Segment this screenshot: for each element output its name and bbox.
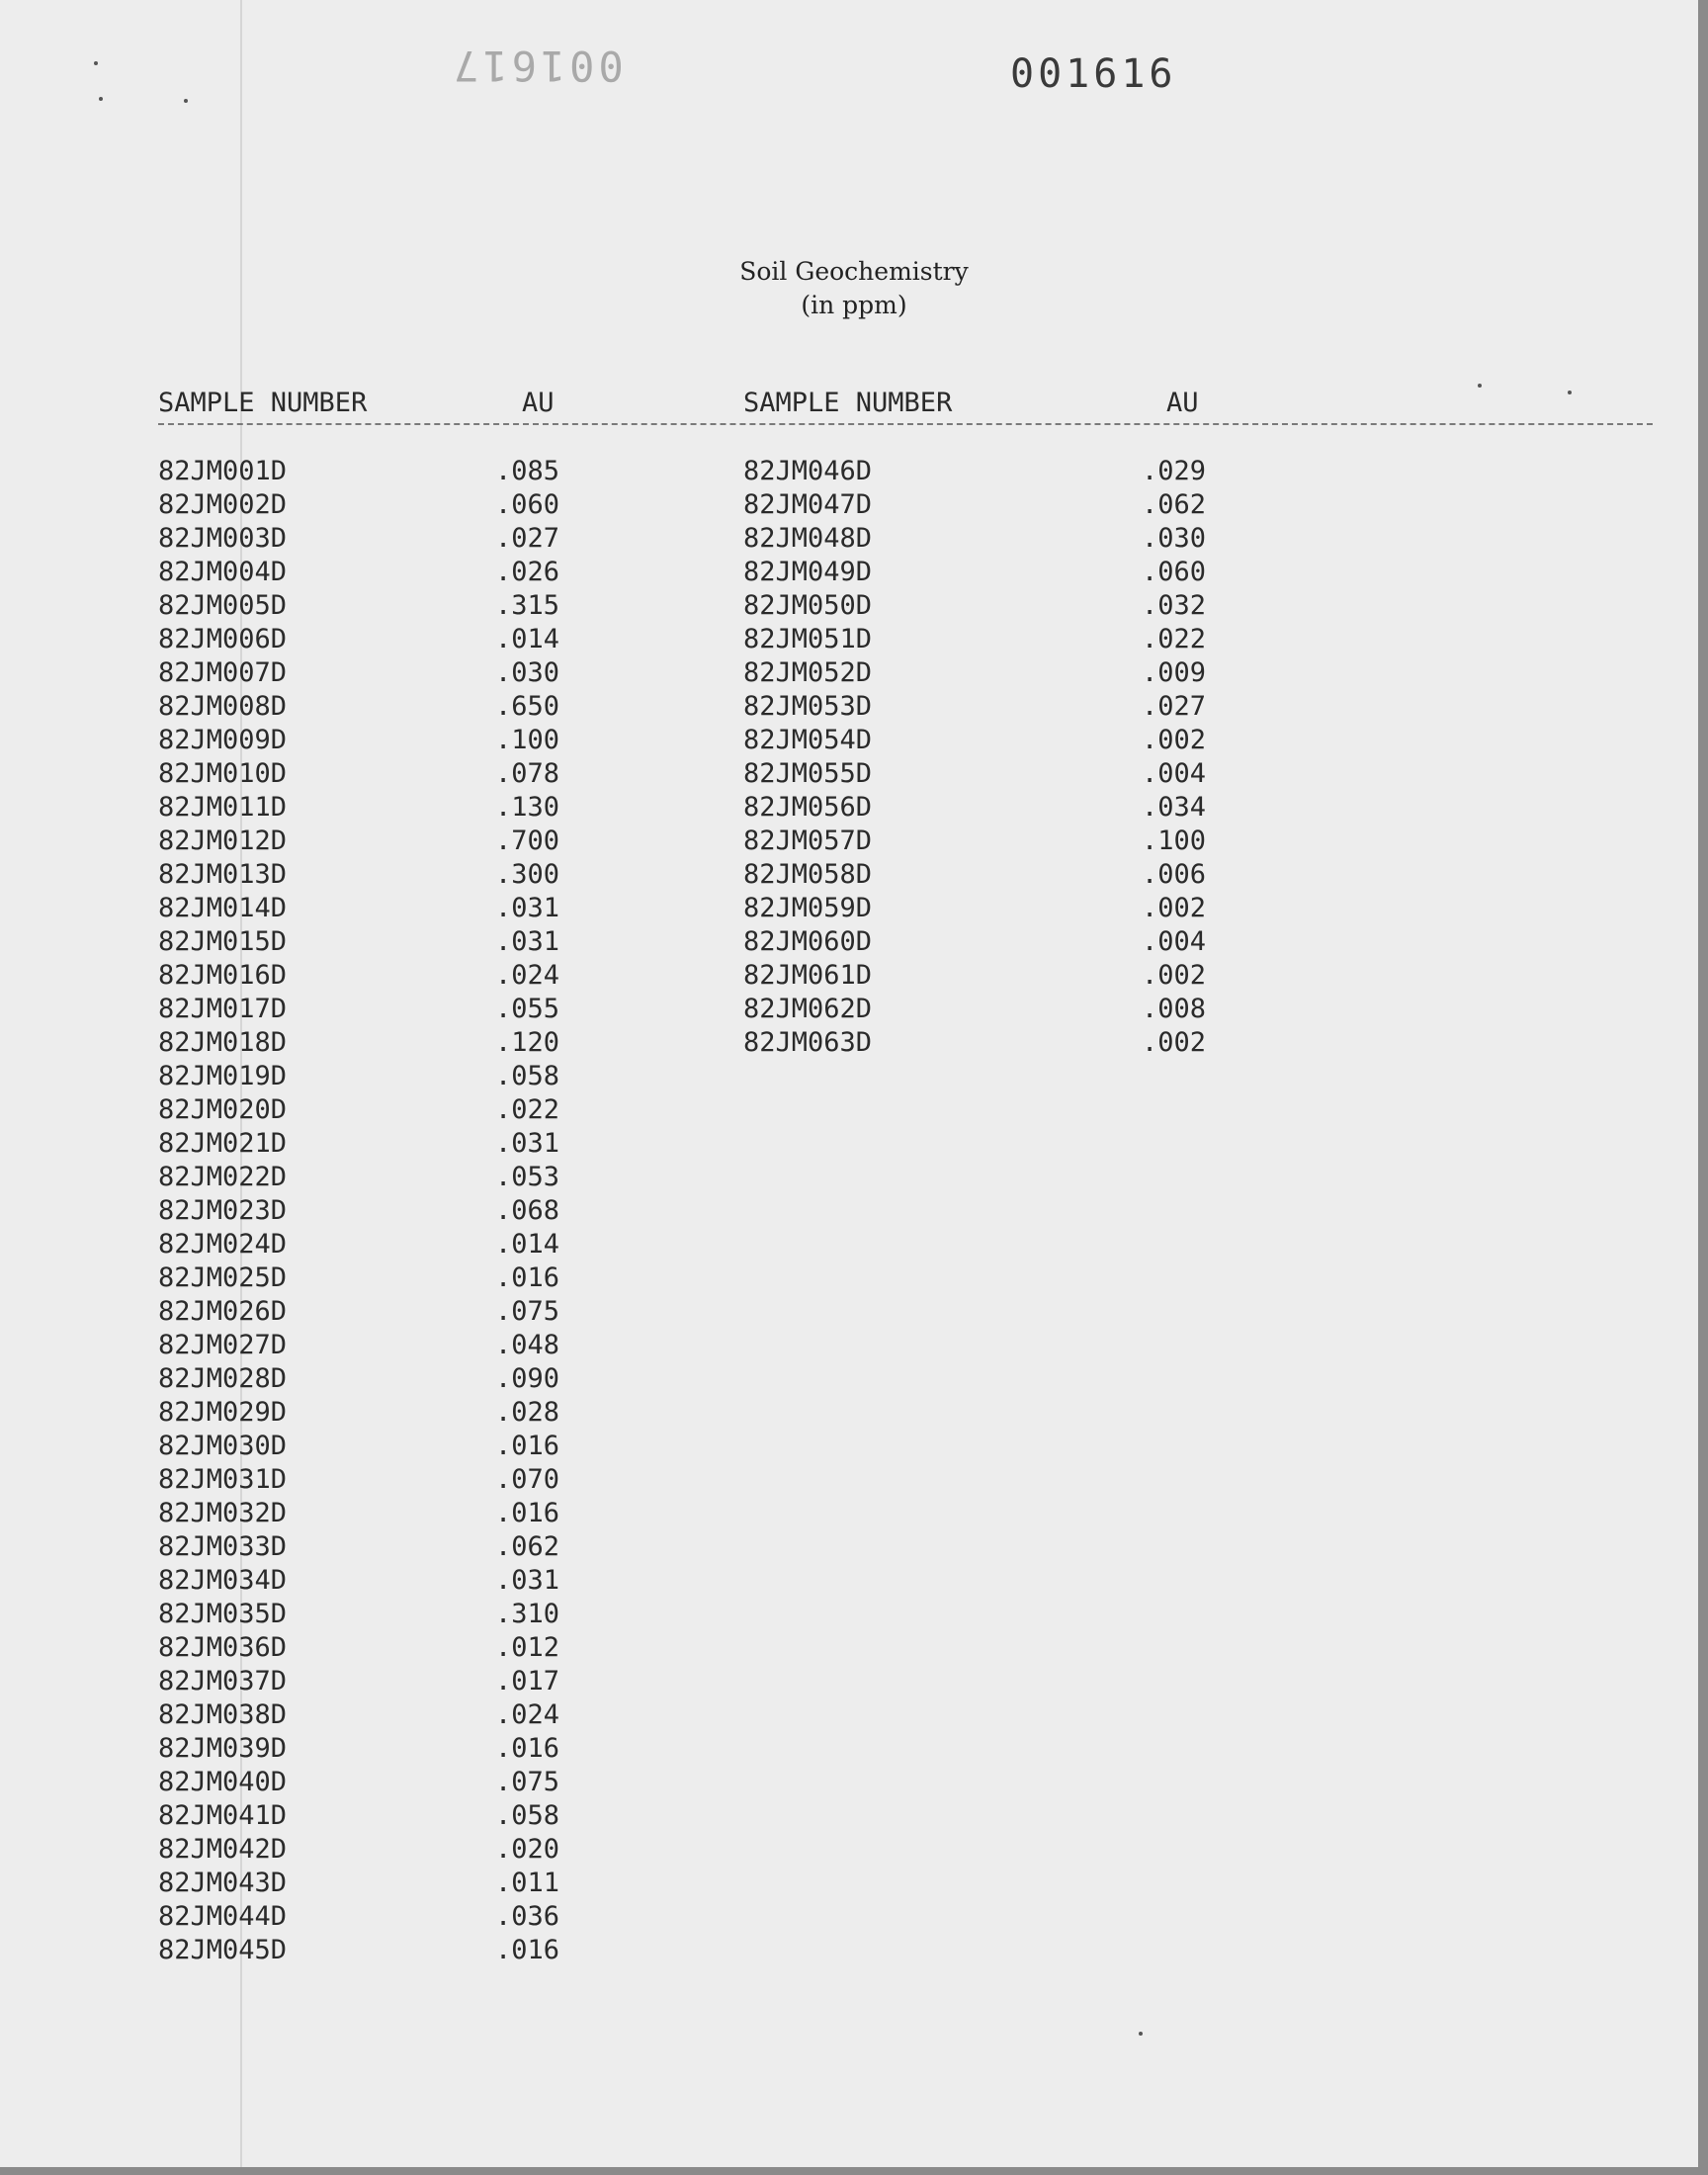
sample-number-cell: 82JM021D <box>158 1128 288 1159</box>
au-value-cell: .120 <box>494 1027 559 1058</box>
table-row <box>158 1799 573 1833</box>
table-row <box>743 623 1208 656</box>
table-row <box>158 623 573 656</box>
table-row <box>158 1127 573 1161</box>
scan-speck <box>94 61 98 65</box>
au-value-cell: .002 <box>1141 725 1206 755</box>
scan-speck <box>1568 391 1572 394</box>
table-row <box>743 556 1208 589</box>
table-row <box>158 656 573 690</box>
table-row <box>158 791 573 825</box>
sample-number-cell: 82JM053D <box>743 691 873 722</box>
sample-number-cell: 82JM005D <box>158 590 288 621</box>
table-row <box>158 488 573 522</box>
table-row <box>158 1631 573 1665</box>
sample-number-cell: 82JM033D <box>158 1531 288 1562</box>
sample-number-cell: 82JM022D <box>158 1162 288 1192</box>
au-value-cell: .017 <box>494 1666 559 1696</box>
au-value-cell: .315 <box>494 590 559 621</box>
au-value-cell: .022 <box>494 1094 559 1125</box>
au-value-cell: .016 <box>494 1498 559 1528</box>
sample-number-cell: 82JM048D <box>743 523 873 554</box>
left-table <box>158 455 573 1967</box>
au-value-cell: .031 <box>494 1128 559 1159</box>
au-value-cell: .031 <box>494 1565 559 1596</box>
table-row <box>158 1900 573 1934</box>
table-row <box>158 925 573 959</box>
au-value-cell: .068 <box>494 1195 559 1226</box>
sample-number-cell: 82JM008D <box>158 691 288 722</box>
table-row <box>158 690 573 724</box>
sample-number-cell: 82JM057D <box>743 826 873 856</box>
sample-number-cell: 82JM012D <box>158 826 288 856</box>
sample-number-cell: 82JM056D <box>743 792 873 823</box>
sample-number-cell: 82JM049D <box>743 557 873 587</box>
table-row <box>158 1497 573 1530</box>
au-value-cell: .090 <box>494 1363 559 1394</box>
au-value-cell: .031 <box>494 926 559 957</box>
page-subtitle: (in ppm) <box>801 291 907 319</box>
au-value-cell: .016 <box>494 1733 559 1764</box>
sample-number-cell: 82JM047D <box>743 489 873 520</box>
sample-number-cell: 82JM011D <box>158 792 288 823</box>
sample-number-cell: 82JM019D <box>158 1061 288 1091</box>
table-row <box>158 858 573 892</box>
au-value-cell: .028 <box>494 1397 559 1428</box>
table-row <box>158 1362 573 1396</box>
sample-number-cell: 82JM025D <box>158 1262 288 1293</box>
au-value-cell: .058 <box>494 1800 559 1831</box>
table-row <box>158 1329 573 1362</box>
sample-number-cell: 82JM001D <box>158 456 288 486</box>
table-row <box>743 959 1208 993</box>
au-value-cell: .024 <box>494 1699 559 1730</box>
sample-number-cell: 82JM013D <box>158 859 288 890</box>
au-value-cell: .004 <box>1141 758 1206 789</box>
au-value-cell: .026 <box>494 557 559 587</box>
table-row <box>158 1766 573 1799</box>
table-row <box>158 1665 573 1698</box>
sample-number-cell: 82JM042D <box>158 1834 288 1865</box>
table-row <box>743 589 1208 623</box>
table-row <box>158 1026 573 1060</box>
table-row <box>743 791 1208 825</box>
sample-number-cell: 82JM037D <box>158 1666 288 1696</box>
au-value-cell: .022 <box>1141 624 1206 654</box>
au-value-cell: .012 <box>494 1632 559 1663</box>
au-value-cell: .027 <box>494 523 559 554</box>
sample-number-cell: 82JM043D <box>158 1868 288 1898</box>
sample-number-cell: 82JM010D <box>158 758 288 789</box>
au-value-cell: .075 <box>494 1296 559 1327</box>
au-value-cell: .009 <box>1141 657 1206 688</box>
sample-number-cell: 82JM062D <box>743 994 873 1024</box>
au-value-cell: .085 <box>494 456 559 486</box>
sample-number-cell: 82JM044D <box>158 1901 288 1932</box>
au-value-cell: .055 <box>494 994 559 1024</box>
au-value-cell: .034 <box>1141 792 1206 823</box>
au-value-cell: .100 <box>1141 826 1206 856</box>
table-row <box>158 1698 573 1732</box>
sample-number-cell: 82JM004D <box>158 557 288 587</box>
sample-number-cell: 82JM060D <box>743 926 873 957</box>
left-sample-number-header: SAMPLE NUMBER <box>158 388 368 418</box>
sample-number-cell: 82JM030D <box>158 1431 288 1461</box>
au-value-cell: .700 <box>494 826 559 856</box>
sample-number-cell: 82JM007D <box>158 657 288 688</box>
au-value-cell: .011 <box>494 1868 559 1898</box>
sample-number-cell: 82JM024D <box>158 1229 288 1260</box>
au-value-cell: .058 <box>494 1061 559 1091</box>
au-value-cell: .030 <box>1141 523 1206 554</box>
table-row <box>158 1194 573 1228</box>
au-value-cell: .053 <box>494 1162 559 1192</box>
au-value-cell: .004 <box>1141 926 1206 957</box>
page-title: Soil Geochemistry <box>739 257 969 286</box>
au-value-cell: .062 <box>1141 489 1206 520</box>
au-value-cell: .300 <box>494 859 559 890</box>
table-row <box>158 1295 573 1329</box>
table-row <box>158 892 573 925</box>
table-row <box>743 724 1208 757</box>
au-value-cell: .031 <box>494 893 559 923</box>
au-value-cell: .024 <box>494 960 559 991</box>
au-value-cell: .075 <box>494 1767 559 1797</box>
sample-number-cell: 82JM026D <box>158 1296 288 1327</box>
sample-number-cell: 82JM023D <box>158 1195 288 1226</box>
table-row <box>743 522 1208 556</box>
table-row <box>158 1833 573 1867</box>
sample-number-cell: 82JM002D <box>158 489 288 520</box>
scan-speck <box>99 97 103 101</box>
right-au-header: AU <box>1166 388 1199 418</box>
au-value-cell: .036 <box>494 1901 559 1932</box>
au-value-cell: .060 <box>494 489 559 520</box>
table-row <box>158 1262 573 1295</box>
document-number-stamp-faded: 001617 <box>450 42 624 90</box>
sample-number-cell: 82JM028D <box>158 1363 288 1394</box>
table-row <box>158 556 573 589</box>
sample-number-cell: 82JM036D <box>158 1632 288 1663</box>
sample-number-cell: 82JM054D <box>743 725 873 755</box>
sample-number-cell: 82JM031D <box>158 1464 288 1495</box>
table-row <box>158 589 573 623</box>
sample-number-cell: 82JM052D <box>743 657 873 688</box>
sample-number-cell: 82JM016D <box>158 960 288 991</box>
sample-number-cell: 82JM020D <box>158 1094 288 1125</box>
table-row <box>743 825 1208 858</box>
sample-number-cell: 82JM035D <box>158 1599 288 1629</box>
sample-number-cell: 82JM059D <box>743 893 873 923</box>
au-value-cell: .014 <box>494 1229 559 1260</box>
sample-number-cell: 82JM014D <box>158 893 288 923</box>
table-row <box>743 993 1208 1026</box>
au-value-cell: .130 <box>494 792 559 823</box>
table-row <box>158 1934 573 1967</box>
sample-number-cell: 82JM055D <box>743 758 873 789</box>
au-value-cell: .020 <box>494 1834 559 1865</box>
table-row <box>158 1093 573 1127</box>
sample-number-cell: 82JM029D <box>158 1397 288 1428</box>
au-value-cell: .078 <box>494 758 559 789</box>
table-row <box>743 925 1208 959</box>
sample-number-cell: 82JM063D <box>743 1027 873 1058</box>
scan-speck <box>1478 384 1482 388</box>
table-row <box>743 690 1208 724</box>
table-row <box>158 1564 573 1598</box>
header-divider <box>158 423 1653 425</box>
sample-number-cell: 82JM038D <box>158 1699 288 1730</box>
sample-number-cell: 82JM046D <box>743 456 873 486</box>
sample-number-cell: 82JM050D <box>743 590 873 621</box>
au-value-cell: .016 <box>494 1935 559 1965</box>
au-value-cell: .070 <box>494 1464 559 1495</box>
table-row <box>158 1396 573 1430</box>
table-row <box>158 522 573 556</box>
table-row <box>158 1060 573 1093</box>
table-row <box>158 1430 573 1463</box>
au-value-cell: .029 <box>1141 456 1206 486</box>
au-value-cell: .006 <box>1141 859 1206 890</box>
table-row <box>158 959 573 993</box>
sample-number-cell: 82JM003D <box>158 523 288 554</box>
scan-speck <box>184 99 188 103</box>
au-value-cell: .014 <box>494 624 559 654</box>
sample-number-cell: 82JM006D <box>158 624 288 654</box>
table-row <box>158 1530 573 1564</box>
au-value-cell: .100 <box>494 725 559 755</box>
sample-number-cell: 82JM015D <box>158 926 288 957</box>
sample-number-cell: 82JM051D <box>743 624 873 654</box>
sample-number-cell: 82JM027D <box>158 1330 288 1360</box>
sample-number-cell: 82JM009D <box>158 725 288 755</box>
document-number-stamp: 001616 <box>1010 51 1177 97</box>
table-row <box>158 1161 573 1194</box>
table-row <box>743 757 1208 791</box>
sample-number-cell: 82JM032D <box>158 1498 288 1528</box>
au-value-cell: .060 <box>1141 557 1206 587</box>
table-row <box>743 892 1208 925</box>
au-value-cell: .002 <box>1141 960 1206 991</box>
au-value-cell: .027 <box>1141 691 1206 722</box>
table-row <box>158 1228 573 1262</box>
sample-number-cell: 82JM045D <box>158 1935 288 1965</box>
au-value-cell: .016 <box>494 1262 559 1293</box>
table-row <box>158 757 573 791</box>
table-row <box>158 825 573 858</box>
table-row <box>158 455 573 488</box>
au-value-cell: .032 <box>1141 590 1206 621</box>
sample-number-cell: 82JM041D <box>158 1800 288 1831</box>
right-table <box>743 455 1208 1060</box>
table-row <box>743 656 1208 690</box>
au-value-cell: .002 <box>1141 893 1206 923</box>
sample-number-cell: 82JM018D <box>158 1027 288 1058</box>
table-row <box>158 1598 573 1631</box>
left-au-header: AU <box>522 388 555 418</box>
au-value-cell: .650 <box>494 691 559 722</box>
sample-number-cell: 82JM058D <box>743 859 873 890</box>
sample-number-cell: 82JM061D <box>743 960 873 991</box>
table-row <box>158 1463 573 1497</box>
right-sample-number-header: SAMPLE NUMBER <box>743 388 953 418</box>
table-row <box>743 488 1208 522</box>
table-row <box>158 1867 573 1900</box>
sample-number-cell: 82JM034D <box>158 1565 288 1596</box>
au-value-cell: .008 <box>1141 994 1206 1024</box>
sample-number-cell: 82JM017D <box>158 994 288 1024</box>
au-value-cell: .310 <box>494 1599 559 1629</box>
scan-speck <box>1139 2032 1143 2036</box>
sample-number-cell: 82JM039D <box>158 1733 288 1764</box>
table-row <box>158 724 573 757</box>
table-row <box>158 993 573 1026</box>
table-row <box>743 455 1208 488</box>
au-value-cell: .048 <box>494 1330 559 1360</box>
sample-number-cell: 82JM040D <box>158 1767 288 1797</box>
table-row <box>743 1026 1208 1060</box>
au-value-cell: .062 <box>494 1531 559 1562</box>
table-row <box>743 858 1208 892</box>
au-value-cell: .016 <box>494 1431 559 1461</box>
au-value-cell: .002 <box>1141 1027 1206 1058</box>
table-row <box>158 1732 573 1766</box>
au-value-cell: .030 <box>494 657 559 688</box>
